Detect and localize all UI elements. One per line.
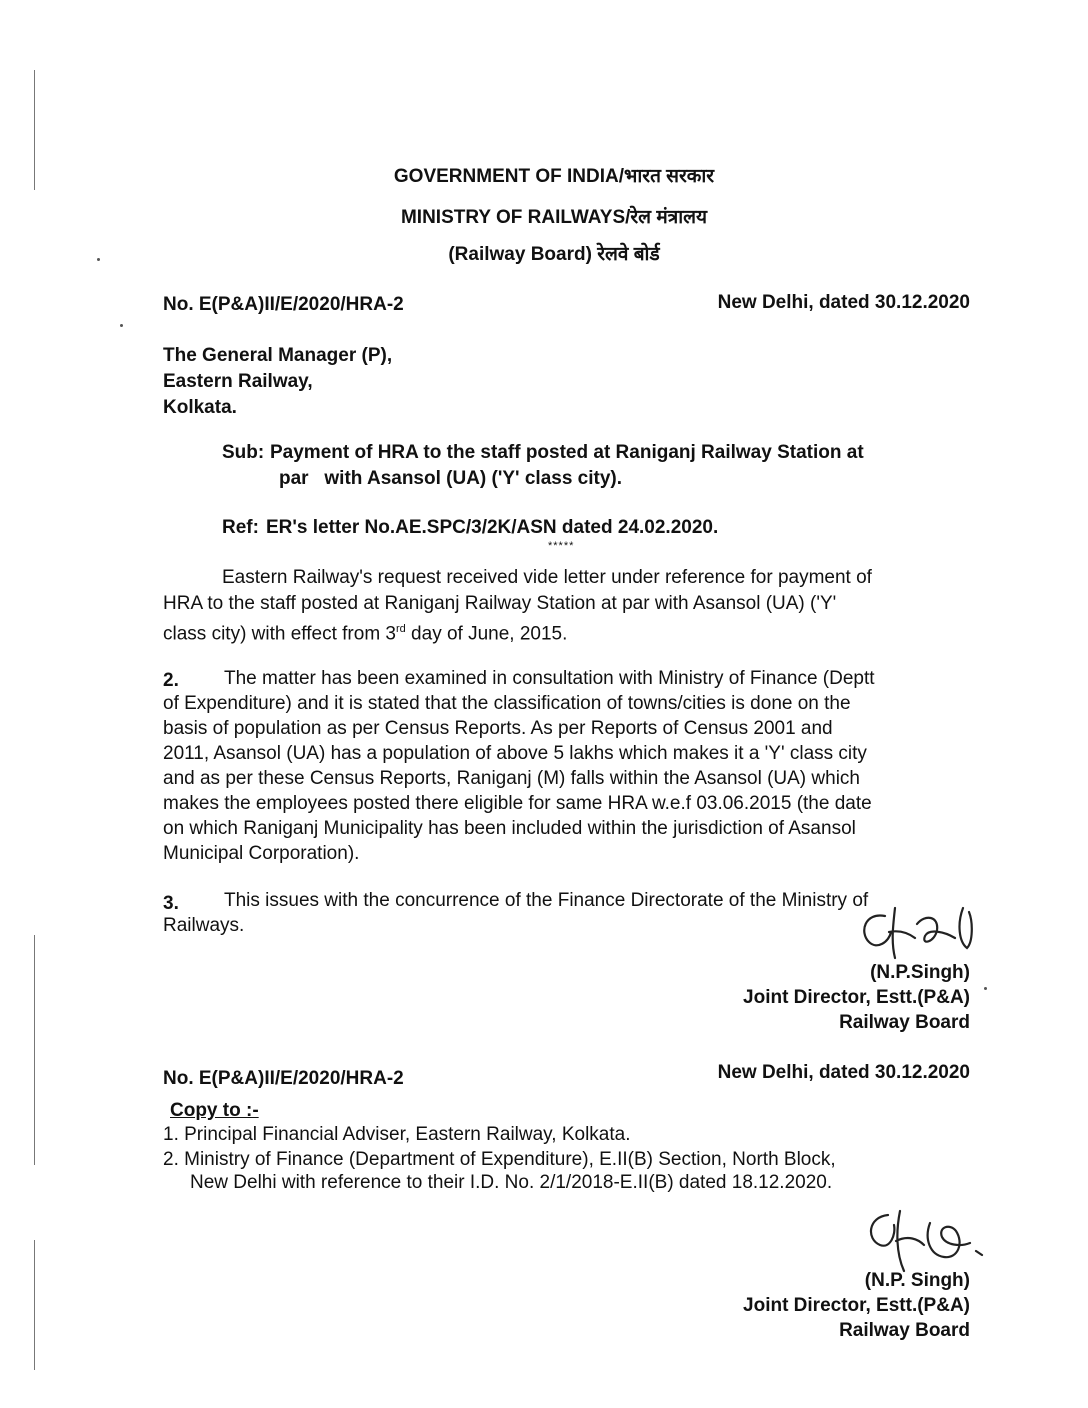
para2-line: on which Raniganj Municipality has been included within the jurisdiction of Asansol (163, 818, 856, 839)
subject-line: Payment of HRA to the staff posted at Raniganj Railway Station at (270, 442, 864, 463)
para2-line: Municipal Corporation). (163, 843, 360, 864)
para2-line: makes the employees posted there eligible for same HRA w.e.f 03.06.2015 (the date (163, 793, 872, 814)
signature-scribble (855, 902, 990, 967)
addressee-line: Eastern Railway, (163, 371, 313, 392)
copy-to-item: 1. Principal Financial Adviser, Eastern Railway, Kolkata. (163, 1124, 631, 1145)
letter-number: No. E(P&A)II/E/2020/HRA-2 (163, 1068, 404, 1089)
separator-stars: ***** (548, 540, 575, 552)
letter-date: New Delhi, dated 30.12.2020 (717, 1062, 970, 1083)
para1-line: HRA to the staff posted at Raniganj Railway Station at par with Asansol (UA) ('Y' (163, 593, 837, 614)
copy-to-item: 2. Ministry of Finance (Department of Expenditure), E.II(B) Section, North Block, (163, 1149, 836, 1170)
copy-to-heading: Copy to :- (170, 1100, 259, 1121)
addressee-line: Kolkata. (163, 397, 237, 418)
scan-edge-mark (34, 1240, 35, 1370)
para1-line-last: class city) with effect from 3rd day of June, 2015. (163, 623, 568, 645)
reference-label: Ref: (222, 517, 259, 538)
letter-number: No. E(P&A)II/E/2020/HRA-2 (163, 294, 404, 315)
scan-edge-mark (34, 935, 35, 1165)
scan-speck (120, 324, 123, 327)
addressee-line: The General Manager (P), (163, 345, 393, 366)
para2-line: basis of population as per Census Reports. As per Reports of Census 2001 and (163, 718, 833, 739)
signatory-designation: Joint Director, Estt.(P&A) (743, 1295, 970, 1316)
subject-line: par with Asansol (UA) ('Y' class city). (279, 468, 623, 489)
signatory-office: Railway Board (839, 1320, 970, 1341)
copy-to-item-cont: New Delhi with reference to their I.D. No. 2/1/2018-E.II(B) dated 18.12.2020. (190, 1172, 833, 1193)
para2-number: 2. (163, 670, 179, 691)
para2-line: 2011, Asansol (UA) has a population of above 5 lakhs which makes it a 'Y' class city (163, 743, 867, 764)
header-board: (Railway Board) रेलवे बोर्ड (448, 244, 660, 265)
reference-text: ER's letter No.AE.SPC/3/2K/ASN dated 24.02.2020. (266, 517, 719, 538)
signatory-office: Railway Board (839, 1012, 970, 1033)
para3-line: This issues with the concurrence of the Finance Directorate of the Ministry of (224, 890, 869, 911)
para3-line: Railways. (163, 915, 245, 936)
signatory-name: (N.P. Singh) (864, 1270, 970, 1291)
subject-label: Sub: (222, 442, 265, 463)
header-government: GOVERNMENT OF INDIA/भारत सरकार (393, 166, 715, 187)
header-ministry: MINISTRY OF RAILWAYS/रेल मंत्रालय (400, 207, 708, 228)
letter-date: New Delhi, dated 30.12.2020 (717, 292, 970, 313)
para2-line: of Expenditure) and it is stated that the classification of towns/cities is done on the (163, 693, 851, 714)
para3-number: 3. (163, 893, 179, 914)
signatory-name: (N.P.Singh) (870, 962, 970, 983)
scan-speck (984, 987, 987, 990)
para1-line: Eastern Railway's request received vide letter under reference for payment of (222, 567, 872, 588)
para2-line: and as per these Census Reports, Raniganj (M) falls within the Asansol (UA) which (163, 768, 860, 789)
signatory-designation: Joint Director, Estt.(P&A) (743, 987, 970, 1008)
para2-line: The matter has been examined in consultation with Ministry of Finance (Deptt (224, 668, 875, 689)
